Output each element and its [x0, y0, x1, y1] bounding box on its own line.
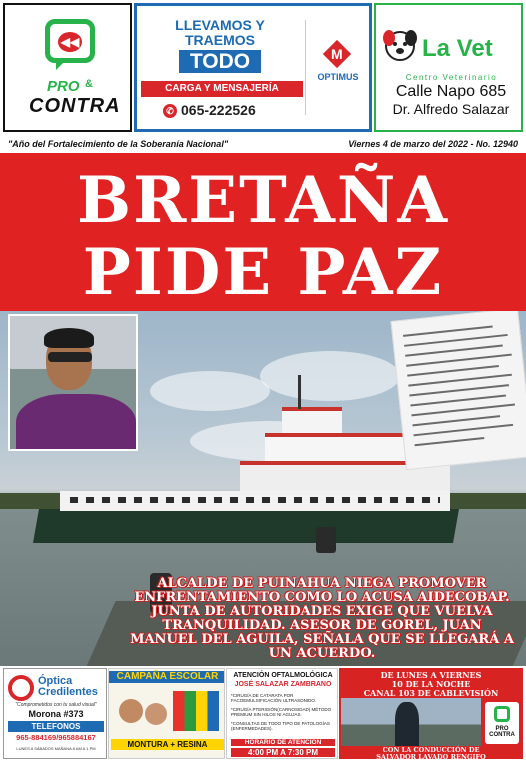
- tv-days: DE LUNES A VIERNES: [380, 670, 482, 680]
- rewind-icon: ◀◀: [58, 32, 82, 52]
- headline-line2: PIDE PAZ: [82, 235, 444, 310]
- optimus-brand: OPTIMUS: [317, 72, 359, 82]
- logo-amp-text: &: [85, 78, 93, 90]
- bottom-ad-row: [0, 666, 526, 761]
- headline-banner: [0, 153, 526, 311]
- optica-hours: LUNES A SÁBADOS MAÑANA 8 AM A 1 PM: [16, 746, 96, 751]
- logo-pro-text: PRO: [47, 78, 80, 95]
- books-icon: [173, 691, 219, 731]
- vet-address: Calle Napo 685: [395, 83, 507, 100]
- issue-date: Viernes 4 de marzo del 2022 - No. 12940: [348, 139, 518, 149]
- year-motto: "Año del Fortalecimiento de la Soberanía Nacional": [8, 139, 229, 149]
- optica-phones-label: TELEFONOS: [8, 721, 104, 732]
- photo-caption: ALCALDE DE PUINAHUA NIEGA PROMOVER ENFRENTAMIENTO COMO LO ACUSA AIDECOBAP. JUNTA DE AUTORIDADES EXIGE QUE VUELVA TRANQUILIDAD. ASESOR DE GOREL, JUAN MANUEL DEL AGUILA, SEÑALA QUE SE LLEGARÁ A UN ACUERDO.: [130, 576, 514, 661]
- tv-logo-text: PRO CONTRA: [489, 726, 515, 738]
- courier-line2: TRAEMOS: [185, 32, 255, 48]
- bollard: [316, 527, 336, 553]
- optica-name2: Credilentes: [38, 686, 98, 698]
- courier-service: CARGA Y MENSAJERÍA: [141, 81, 303, 97]
- optica-phones: 965-884169/965884167: [16, 733, 96, 742]
- tv-program-ad: [339, 668, 523, 759]
- eye-icon: [8, 675, 34, 701]
- tv-host-line2: SALVADOR LAVADO RENGIFO: [376, 753, 486, 761]
- oftalmologica-ad: [226, 668, 338, 759]
- vet-subtitle: Centro Veterinario: [405, 73, 498, 82]
- campana-title: CAMPAÑA ESCOLAR: [109, 671, 225, 683]
- vet-name: La Vet: [422, 35, 493, 62]
- optica-name1: Óptica: [38, 675, 73, 687]
- vet-ad: [374, 3, 523, 132]
- optimus-logo-icon: M: [323, 40, 351, 68]
- sunglasses: [48, 352, 92, 362]
- dateline: [0, 135, 526, 153]
- speech-bubble-icon: [45, 19, 95, 63]
- tv-time: 10 DE LA NOCHE: [391, 679, 471, 689]
- courier-phone: [163, 102, 256, 118]
- document-image: [391, 311, 526, 470]
- speech-bubble-icon: [494, 706, 510, 722]
- courier-phone-number: 065-222526: [181, 102, 256, 118]
- phone-icon: ✆: [163, 104, 177, 118]
- boat-mast: [298, 375, 301, 409]
- oftal-item: *CIRUGÍA PTERIGIÓN(CARNOSIDAD) MÉTODO PREMIUM SIN HILOS NI AGUJAS.: [231, 707, 332, 717]
- inset-portrait: [8, 314, 138, 451]
- tv-host: [339, 747, 523, 761]
- oftal-title: ATENCIÓN OFTALMOLÓGICA: [233, 672, 333, 679]
- courier-line1: LLEVAMOS Y: [175, 17, 265, 33]
- oftal-item: *CONSULTAS DE TODO TIPO DE PATOLOGÍAS (ENFERMEDADES).: [231, 721, 330, 731]
- optica-slogan: "Comprometidos con tu salud visual": [15, 702, 97, 708]
- oftal-hours-label: HORARIO DE ATENCIÓN: [231, 739, 335, 746]
- courier-ad: [134, 3, 372, 132]
- boat-deck: [265, 433, 415, 461]
- top-ad-row: [0, 0, 526, 135]
- tv-host-line1: CON LA CONDUCCIÓN DE: [382, 746, 480, 754]
- vet-doctor: Dr. Alfredo Salazar: [392, 101, 510, 117]
- cover-photo: [0, 311, 526, 666]
- divider: [305, 20, 306, 115]
- tv-channel: CANAL 103 DE CABLEVISIÓN: [363, 688, 499, 698]
- procontra-logo: [3, 3, 132, 132]
- logo-contra-text: CONTRA: [29, 95, 121, 117]
- campana-offer: MONTURA + RESINA: [111, 739, 224, 750]
- dog-icon: [382, 29, 418, 63]
- headline-line1: BRETAÑA: [77, 163, 449, 238]
- boat-hull: [33, 509, 459, 543]
- oftal-item: *CIRUGÍA DE CATARATA POR FACOEMULSIFICACIÓN ULTRASONIDO.: [231, 693, 317, 703]
- optica-ad: [3, 668, 107, 759]
- oftal-hours: 4:00 PM A 7:30 PM: [231, 748, 335, 757]
- boat-bridge: [282, 407, 342, 433]
- campana-ad: [108, 668, 225, 759]
- courier-highlight: TODO: [179, 50, 261, 73]
- oftal-doctor: JOSÉ SALAZAR ZAMBRANO: [234, 681, 332, 688]
- optica-address: Morona #373: [28, 709, 84, 719]
